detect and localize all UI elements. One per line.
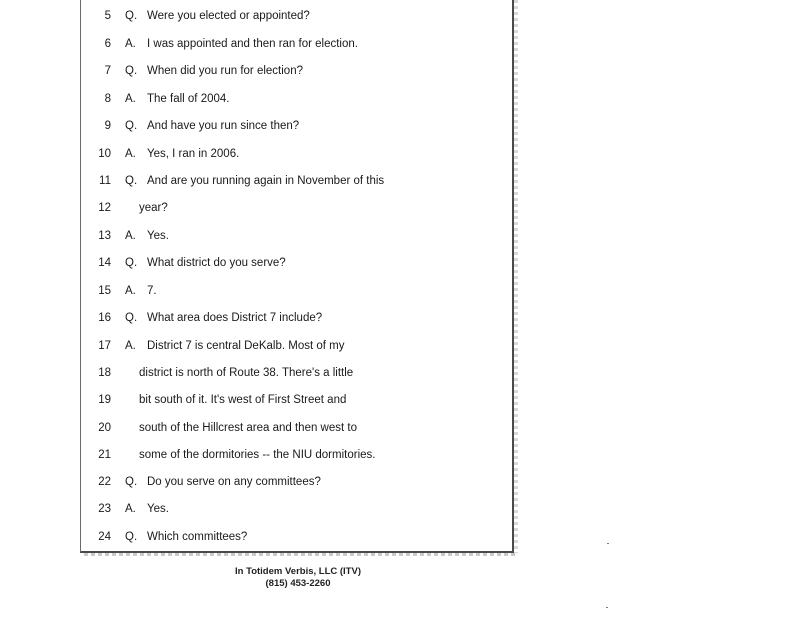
line-text: What district do you serve? <box>147 257 286 269</box>
transcript-line <box>81 281 515 301</box>
line-text: bit south of it. It's west of First Street and <box>139 394 347 406</box>
speaker-label: Q. <box>125 65 138 77</box>
line-text: Do you serve on any committees? <box>147 476 321 488</box>
line-number: 12 <box>98 202 111 214</box>
line-text: Yes. <box>147 230 169 242</box>
transcript-line <box>81 527 515 547</box>
speaker-label: A. <box>125 148 136 160</box>
speaker-label: Q. <box>125 476 138 488</box>
line-number: 16 <box>98 312 111 324</box>
speaker-label: A. <box>125 230 136 242</box>
line-text: What area does District 7 include? <box>147 312 323 324</box>
speaker-label: A. <box>125 503 136 515</box>
speaker-label: Q. <box>125 531 138 543</box>
transcript-line <box>81 308 515 328</box>
speaker-label: Q. <box>125 120 138 132</box>
scan-speck <box>606 607 608 608</box>
line-number: 24 <box>98 531 111 543</box>
line-text: 7. <box>147 285 157 297</box>
transcript-line <box>81 363 515 383</box>
line-text: Yes. <box>147 503 169 515</box>
transcript-line <box>81 499 515 519</box>
speaker-label: Q. <box>125 175 138 187</box>
line-number: 11 <box>99 175 111 187</box>
transcript-line <box>81 144 515 164</box>
transcript-line <box>81 226 515 246</box>
transcript-line <box>81 116 515 136</box>
line-number: 15 <box>98 285 111 297</box>
footer-company: In Totidem Verbis, LLC (ITV) <box>235 566 361 577</box>
transcript-line <box>81 89 515 109</box>
transcript-line <box>81 390 515 410</box>
line-number: 13 <box>98 230 111 242</box>
line-number: 6 <box>104 38 111 50</box>
page-edge-shadow <box>84 553 518 556</box>
line-text: The fall of 2004. <box>147 93 230 105</box>
line-number: 10 <box>98 148 111 160</box>
line-number: 18 <box>98 367 111 379</box>
line-text: District 7 is central DeKalb. Most of my <box>147 340 345 352</box>
line-text: south of the Hillcrest area and then west to <box>139 422 357 434</box>
line-text: And are you running again in November of this <box>147 175 385 187</box>
line-number: 7 <box>104 65 111 77</box>
transcript-line <box>81 61 515 81</box>
line-number: 19 <box>98 394 111 406</box>
line-text: When did you run for election? <box>147 65 303 77</box>
line-text: year? <box>139 202 168 214</box>
transcript-line <box>81 6 515 26</box>
line-text: Were you elected or appointed? <box>147 10 310 22</box>
line-number: 20 <box>98 422 111 434</box>
speaker-label: Q. <box>125 10 138 22</box>
transcript-line <box>81 34 515 54</box>
speaker-label: Q. <box>125 257 138 269</box>
transcript-line <box>81 253 515 273</box>
line-number: 23 <box>98 503 111 515</box>
line-text: I was appointed and then ran for election. <box>147 38 358 50</box>
speaker-label: A. <box>125 38 136 50</box>
speaker-label: A. <box>125 340 136 352</box>
speaker-label: A. <box>125 285 136 297</box>
footer-phone: (815) 453-2260 <box>265 578 331 589</box>
transcript-line <box>81 171 515 191</box>
scan-speck <box>607 543 609 544</box>
line-number: 17 <box>98 340 111 352</box>
line-text: some of the dormitories -- the NIU dormitories. <box>139 449 376 461</box>
transcript-line <box>81 445 515 465</box>
transcript-line <box>81 336 515 356</box>
transcript-line <box>81 198 515 218</box>
line-number: 21 <box>98 449 111 461</box>
speaker-label: A. <box>125 93 136 105</box>
transcript-page <box>80 0 514 553</box>
line-number: 5 <box>104 10 111 22</box>
page-edge-shadow <box>514 0 518 556</box>
speaker-label: Q. <box>125 312 138 324</box>
line-text: Which committees? <box>147 531 248 543</box>
line-text: Yes, I ran in 2006. <box>147 148 240 160</box>
line-text: And have you run since then? <box>147 120 300 132</box>
line-text: district is north of Route 38. There's a little <box>139 367 354 379</box>
line-number: 14 <box>98 257 111 269</box>
line-number: 8 <box>104 93 111 105</box>
line-number: 9 <box>104 120 111 132</box>
transcript-line <box>81 472 515 492</box>
transcript-line <box>81 418 515 438</box>
line-number: 22 <box>98 476 111 488</box>
